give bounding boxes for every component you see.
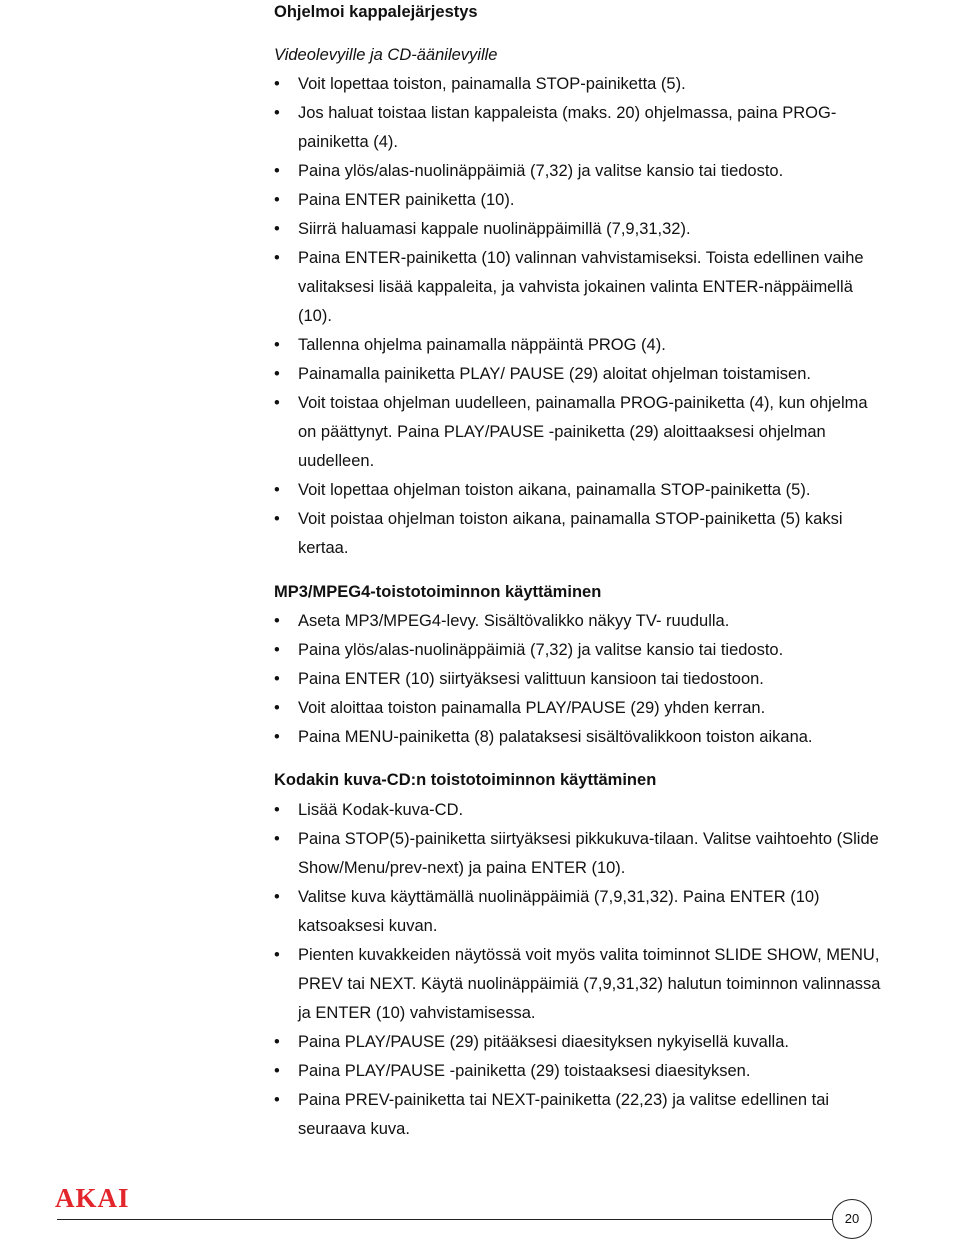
bullet-icon: • (274, 104, 280, 122)
list-item (274, 505, 884, 563)
list-item-text: Paina MENU-painiketta (8) palataksesi sisältövalikkoon toiston aikana. (298, 728, 813, 746)
bullet-list-kodak (274, 796, 884, 1144)
bullet-icon: • (274, 946, 280, 964)
list-item-text: Paina ENTER painiketta (10). (298, 191, 515, 209)
list-item-text: Valitse kuva käyttämällä nuolinäppäimiä (7,9,31,32). Paina ENTER (10) katsoaksesi kuvan. (298, 888, 820, 935)
list-item (274, 941, 884, 1028)
bullet-icon: • (274, 641, 280, 659)
bullet-icon: • (274, 191, 280, 209)
page-number: 20 (832, 1199, 872, 1239)
bullet-icon: • (274, 888, 280, 906)
list-item-text: Painamalla painiketta PLAY/ PAUSE (29) aloitat ohjelman toistamisen. (298, 365, 811, 383)
list-item (274, 244, 884, 331)
list-item (274, 1057, 884, 1086)
list-item-text: Siirrä haluamasi kappale nuolinäppäimillä (7,9,31,32). (298, 220, 691, 238)
section-heading-kodak: Kodakin kuva-CD:n toistotoiminnon käyttäminen (274, 771, 657, 789)
bullet-icon: • (274, 1091, 280, 1109)
list-item (274, 825, 884, 883)
bullet-icon: • (274, 249, 280, 267)
list-item (274, 883, 884, 941)
list-item (274, 723, 884, 752)
list-item (274, 607, 884, 636)
section-subheading: Videolevyille ja CD-äänilevyille (274, 46, 498, 64)
list-item-text: Voit lopettaa ohjelman toiston aikana, painamalla STOP-painiketta (5). (298, 481, 811, 499)
list-item-text: Aseta MP3/MPEG4-levy. Sisältövalikko näkyy TV- ruudulla. (298, 612, 730, 630)
list-item-text: Paina STOP(5)-painiketta siirtyäksesi pikkukuva-tilaan. Valitse vaihtoehto (Slide Show/Menu/prev-next) ja paina ENTER (10). (298, 830, 879, 877)
bullet-icon: • (274, 1033, 280, 1051)
list-item-text: Jos haluat toistaa listan kappaleista (maks. 20) ohjelmassa, paina PROG-painiketta (4). (298, 104, 837, 151)
bullet-icon: • (274, 1062, 280, 1080)
list-item (274, 636, 884, 665)
list-item-text: Paina ENTER-painiketta (10) valinnan vahvistamiseksi. Toista edellinen vaihe valitaksesi lisää kappaleita, ja vahvista jokainen valinta ENTER-näppäimellä (10). (298, 249, 864, 325)
bullet-icon: • (274, 699, 280, 717)
list-item-text: Paina PLAY/PAUSE (29) pitääksesi diaesityksen nykyisellä kuvalla. (298, 1033, 789, 1051)
bullet-icon: • (274, 162, 280, 180)
bullet-icon: • (274, 365, 280, 383)
list-item (274, 796, 884, 825)
bullet-icon: • (274, 612, 280, 630)
bullet-icon: • (274, 728, 280, 746)
page-title: Ohjelmoi kappalejärjestys (274, 3, 478, 21)
akai-logo: AKAI (55, 1183, 130, 1213)
list-item (274, 1028, 884, 1057)
list-item (274, 186, 884, 215)
list-item (274, 360, 884, 389)
bullet-icon: • (274, 220, 280, 238)
bullet-icon: • (274, 394, 280, 412)
list-item (274, 215, 884, 244)
list-item (274, 99, 884, 157)
bullet-list-programming (274, 70, 884, 563)
list-item-text: Paina PLAY/PAUSE -painiketta (29) toistaaksesi diaesityksen. (298, 1062, 751, 1080)
list-item-text: Voit aloittaa toiston painamalla PLAY/PAUSE (29) yhden kerran. (298, 699, 766, 717)
list-item (274, 476, 884, 505)
bullet-icon: • (274, 75, 280, 93)
list-item (274, 694, 884, 723)
list-item (274, 1086, 884, 1144)
list-item-text: Tallenna ohjelma painamalla näppäintä PROG (4). (298, 336, 666, 354)
bullet-icon: • (274, 336, 280, 354)
bullet-icon: • (274, 830, 280, 848)
list-item (274, 157, 884, 186)
bullet-list-mp3 (274, 607, 884, 752)
bullet-icon: • (274, 510, 280, 528)
list-item-text: Paina PREV-painiketta tai NEXT-painiketta (22,23) ja valitse edellinen tai seuraava kuva. (298, 1091, 830, 1138)
bullet-icon: • (274, 801, 280, 819)
list-item-text: Paina ylös/alas-nuolinäppäimiä (7,32) ja valitse kansio tai tiedosto. (298, 162, 784, 180)
list-item-text: Voit toistaa ohjelman uudelleen, painamalla PROG-painiketta (4), kun ohjelma on päättynyt. Paina PLAY/PAUSE -painiketta (29) aloittaaksesi ohjelman uudelleen. (298, 394, 868, 470)
list-item-text: Pienten kuvakkeiden näytössä voit myös valita toiminnot SLIDE SHOW, MENU, PREV tai NEXT. Käytä nuolinäppäimiä (7,9,31,32) halutun toiminnon valinnassa ja ENTER (10) vahvistamisessa. (298, 946, 881, 1022)
footer-divider (57, 1219, 847, 1220)
list-item (274, 389, 884, 476)
list-item-text: Paina ylös/alas-nuolinäppäimiä (7,32) ja valitse kansio tai tiedosto. (298, 641, 784, 659)
bullet-icon: • (274, 481, 280, 499)
list-item-text: Lisää Kodak-kuva-CD. (298, 801, 464, 819)
list-item (274, 70, 884, 99)
list-item (274, 331, 884, 360)
list-item-text: Voit lopettaa toiston, painamalla STOP-painiketta (5). (298, 75, 686, 93)
list-item (274, 665, 884, 694)
list-item-text: Voit poistaa ohjelman toiston aikana, painamalla STOP-painiketta (5) kaksi kertaa. (298, 510, 843, 557)
list-item-text: Paina ENTER (10) siirtyäksesi valittuun kansioon tai tiedostoon. (298, 670, 764, 688)
section-heading-mp3: MP3/MPEG4-toistotoiminnon käyttäminen (274, 583, 602, 601)
bullet-icon: • (274, 670, 280, 688)
